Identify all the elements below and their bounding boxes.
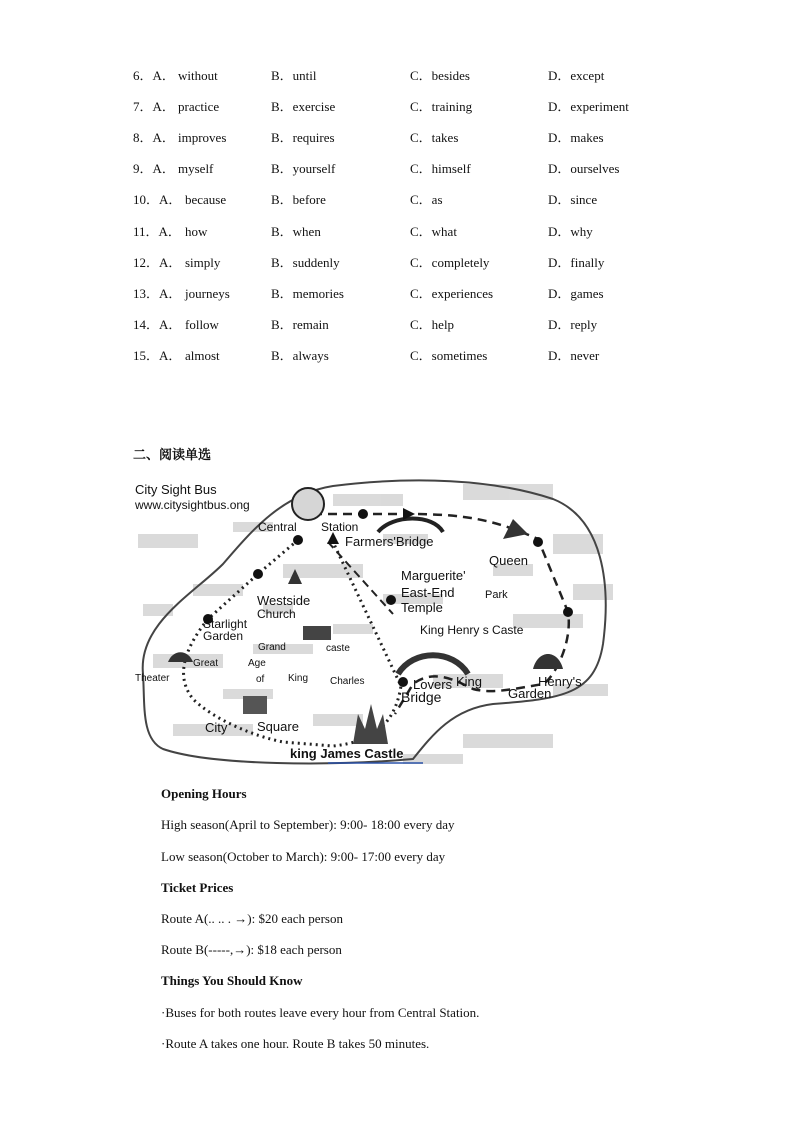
section-title: 二、阅读单选 [133, 448, 212, 463]
option-d: D．experiment [548, 99, 629, 114]
label-lovers: Lovers [413, 677, 453, 692]
option-d: D．why [548, 224, 593, 239]
label-park: Park [485, 589, 508, 601]
question-number: 13．A． [133, 286, 182, 301]
option-a: how [185, 224, 208, 239]
question-number: 10．A． [133, 192, 182, 207]
things-to-know-heading: Things You Should Know [161, 973, 303, 988]
label-city: City [205, 720, 228, 735]
option-a: myself [178, 161, 214, 176]
label-starlight: Starlight [203, 617, 248, 631]
question-number: 14．A． [133, 317, 182, 332]
option-c: C．help [410, 317, 455, 332]
option-b: B．before [271, 192, 326, 207]
option-a: journeys [185, 286, 230, 301]
label-grand: Grand [258, 642, 286, 653]
option-a: almost [185, 348, 220, 363]
option-d: D．never [548, 348, 600, 363]
option-c: C．sometimes [410, 348, 488, 363]
grand-caste-landmark [303, 626, 331, 640]
label-farmers-bridge: Farmers'Bridge [345, 534, 434, 549]
queen-landmark [503, 519, 528, 539]
label-church: Church [257, 607, 296, 621]
label-garden: Garden [203, 629, 244, 643]
option-a: without [178, 68, 218, 83]
opening-hours-heading: Opening Hours [161, 786, 247, 801]
label-bridge: Bridge [401, 689, 442, 705]
option-c: C．himself [410, 161, 471, 176]
option-d: D．except [548, 68, 605, 83]
high-season-text: High season(April to September): 9:00- 18:00 every day [161, 817, 455, 832]
option-b: B．requires [271, 130, 335, 145]
label-station: Station [321, 520, 359, 534]
label-king: King [288, 673, 309, 684]
note-buses-leave: ·Buses for both routes leave every hour from Central Station. [161, 1005, 480, 1020]
option-d: D．games [548, 286, 604, 301]
option-c: C．as [410, 192, 443, 207]
city-sight-bus-map [133, 474, 615, 772]
option-d: D．finally [548, 255, 605, 270]
option-b: B．remain [271, 317, 329, 332]
great-theater-landmark [168, 652, 193, 662]
label-central: Central [258, 520, 297, 534]
map-header-line1: City Sight Bus [135, 482, 217, 497]
lovers-bridge-landmark [398, 655, 468, 674]
option-a: follow [185, 317, 219, 332]
option-d: D．ourselves [548, 161, 620, 176]
low-season-text: Low season(October to March): 9:00- 17:00 every day [161, 849, 446, 864]
option-b: B．memories [271, 286, 344, 301]
label-age: Age [248, 658, 266, 669]
option-c: C．what [410, 224, 457, 239]
note-route-duration: ·Route A takes one hour. Route B takes 50 minutes. [161, 1036, 430, 1051]
central-station-landmark [292, 488, 324, 520]
label-square: Square [257, 719, 299, 734]
label-king-james-castle: king James Castle [290, 746, 404, 761]
label-caste: caste [326, 643, 350, 654]
label-henrys: Henry's [538, 674, 582, 689]
option-d: D．makes [548, 130, 604, 145]
option-b: B．always [271, 348, 329, 363]
map-header-line2: www.citysightbus.ong [135, 498, 250, 512]
question-number: 11．A． [133, 224, 181, 239]
option-b: B．until [271, 68, 317, 83]
label-westside: Westside [257, 593, 311, 608]
option-c: C．experiences [410, 286, 494, 301]
label-of: of [256, 674, 265, 685]
question-number: 12．A． [133, 255, 182, 270]
ticket-prices-heading: Ticket Prices [161, 880, 234, 895]
question-number: 6．A． [133, 68, 175, 83]
option-c: C．besides [410, 68, 470, 83]
route-a-price: Route A(.. .. . →): $20 each person [161, 911, 343, 926]
question-number: 15．A． [133, 348, 182, 363]
label-king-2: King [456, 674, 483, 689]
label-queen: Queen [489, 553, 529, 568]
option-a: because [185, 192, 227, 207]
option-b: B．yourself [271, 161, 336, 176]
henrys-garden-landmark [533, 654, 563, 669]
option-b: B．suddenly [271, 255, 340, 270]
option-b: B．exercise [271, 99, 336, 114]
farmers-bridge-landmark [378, 519, 443, 533]
option-a: improves [178, 130, 227, 145]
label-theater: Theater [135, 673, 170, 684]
label-great: Great [193, 658, 219, 669]
option-c: C．completely [410, 255, 490, 270]
option-a: practice [178, 99, 220, 114]
label-king-henry-caste: King Henry s Caste [420, 623, 524, 637]
question-number: 9．A． [133, 161, 175, 176]
option-a: simply [185, 255, 221, 270]
label-marguerite: Marguerite' [401, 568, 466, 583]
city-square-landmark [243, 696, 267, 714]
question-number: 8．A． [133, 130, 175, 145]
label-temple: Temple [401, 600, 443, 615]
label-garden-2: Garden [508, 686, 552, 701]
route-b-price: Route B(-----,→): $18 each person [161, 942, 342, 957]
label-charles: Charles [330, 676, 365, 687]
label-east-end: East-End [401, 585, 455, 600]
option-c: C．training [410, 99, 473, 114]
option-b: B．when [271, 224, 321, 239]
king-james-castle-landmark [353, 704, 388, 744]
option-c: C．takes [410, 130, 459, 145]
option-d: D．reply [548, 317, 598, 332]
option-d: D．since [548, 192, 598, 207]
question-number: 7．A． [133, 99, 175, 114]
